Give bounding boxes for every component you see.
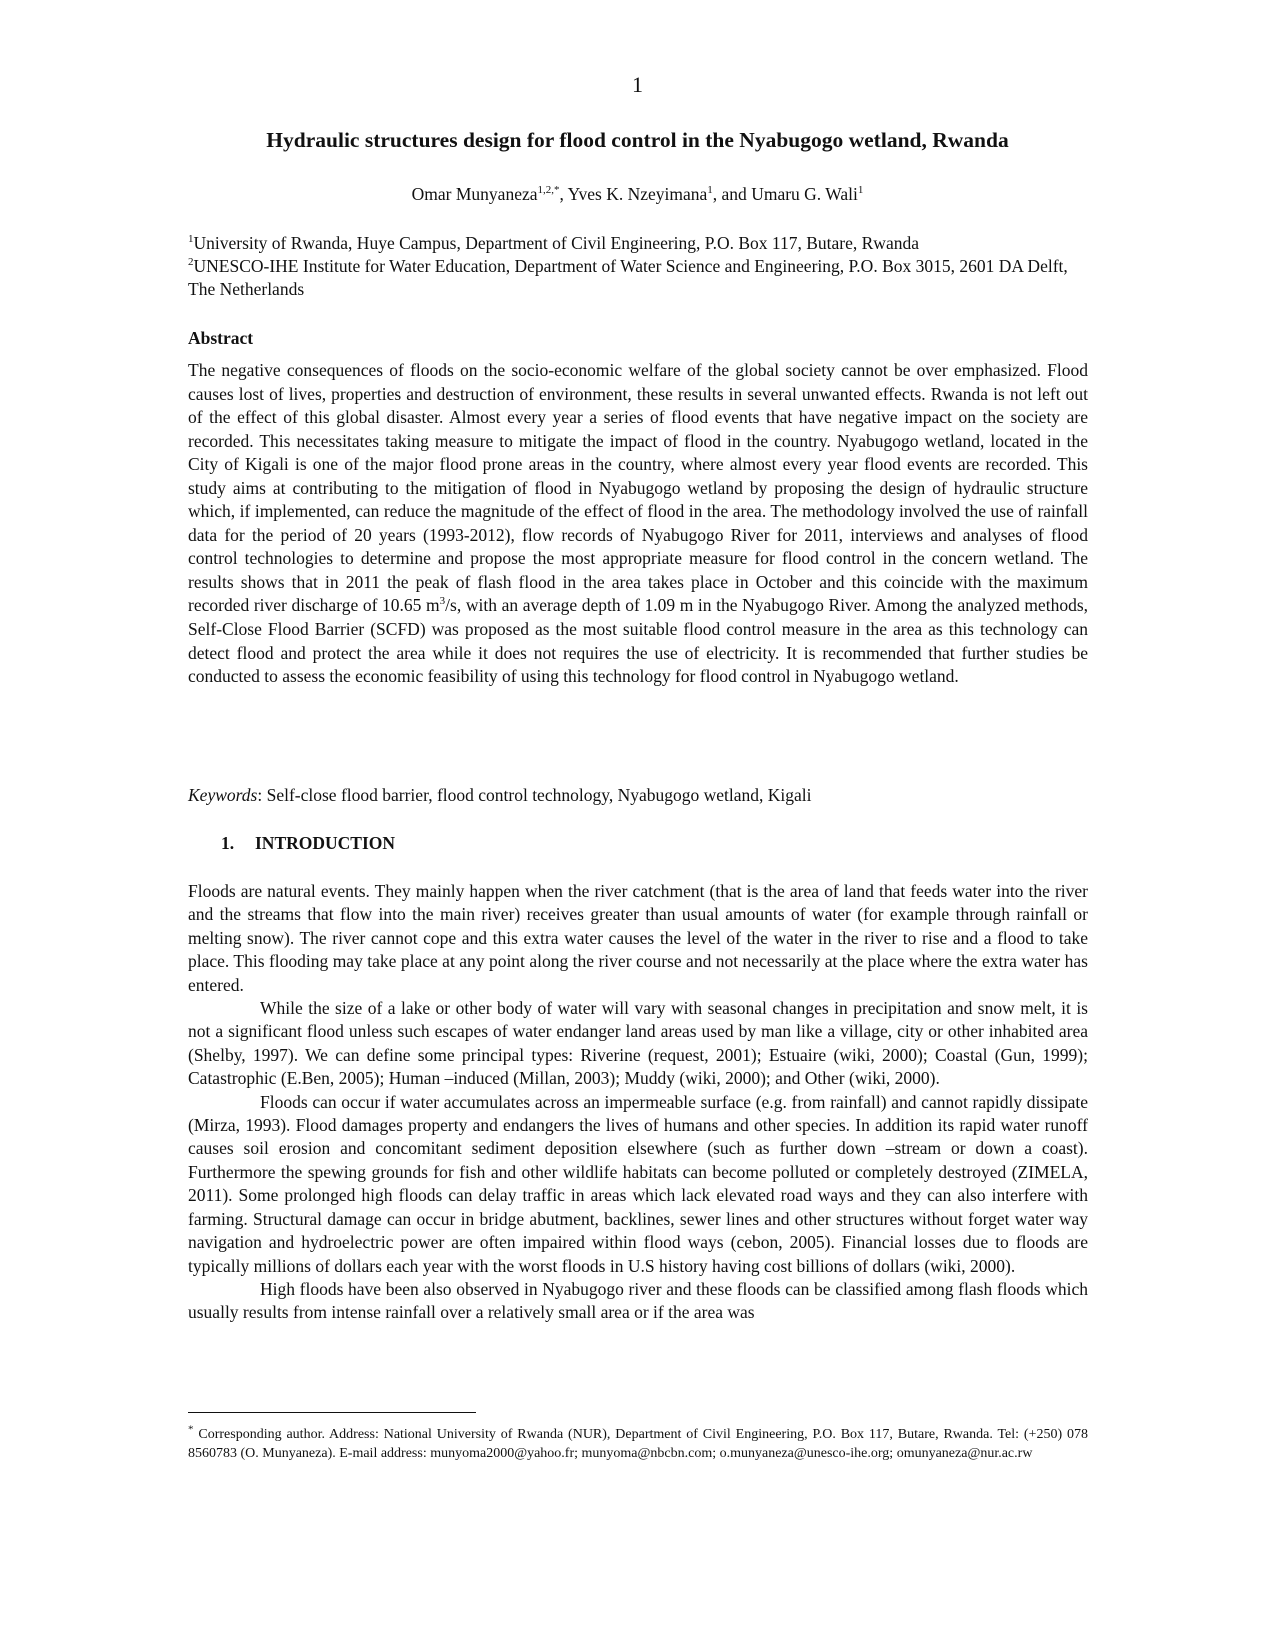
affiliation-number: 1 (188, 233, 194, 246)
footnote-divider (188, 1412, 476, 1413)
author-separator: , and (712, 184, 752, 204)
author-name: Yves K. Nzeyimana (567, 184, 708, 204)
abstract-heading: Abstract (188, 328, 254, 348)
section-heading (221, 833, 395, 854)
affiliation (188, 255, 1088, 301)
affiliation (188, 232, 1088, 255)
author-affiliation-mark: 1 (857, 184, 864, 197)
affiliations (188, 232, 1088, 301)
footnote (188, 1423, 1088, 1463)
body-paragraph: High floods have been also observed in Nyabugogo river and these floods can be classified among flash floods which usually results from intense rainfall over a relatively small area or if the area was (188, 1278, 1088, 1323)
body-paragraph: While the size of a lake or other body of water will vary with seasonal changes in precipitation and snow melt, it is not a significant flood unless such escapes of water endanger land areas used by man like a village, city or other inhabited area (Shelby, 1997). We can define some principal types: Riverine (request, 2001); Estuaire (wiki, 2000); Coastal (Gun, 1999); Catastrophic (E.Ben, 2005); Human –induced (Millan, 2003); Muddy (wiki, 2000); and Other (wiki, 2000). (188, 998, 1088, 1089)
footnote-marker: * (188, 1423, 194, 1436)
keywords-label: Keywords (188, 785, 258, 805)
abstract-text (188, 359, 1088, 689)
page-number: 1 (632, 72, 643, 97)
author-name: Umaru G. Wali (751, 184, 858, 204)
body-paragraph: Floods can occur if water accumulates across an impermeable surface (e.g. from rainfall) and cannot rapidly dissipate (Mirza, 1993). Flood damages property and endangers the lives of humans and other species. In addition its rapid water runoff causes soil erosion and concomitant sediment deposition elsewhere (such as further down –stream or down a coast). Furthermore the spewing grounds for fish and other wildlife habitats can become polluted or completely destroyed (ZIMELA, 2011). Some prolonged high floods can delay traffic in areas which lack elevated road ways and they can also interfere with farming. Structural damage can occur in bridge abutment, backlines, sewer lines and other structures without forget water way navigation and hydroelectric power are often impaired within flood ways (cebon, 2005). Financial losses due to floods are typically millions of dollars each year with the worst floods in U.S history having cost billions of dollars (wiki, 2000). (188, 1091, 1088, 1276)
abstract-text-part: The negative consequences of floods on the socio-economic welfare of the global society cannot be over emphasized. Flood causes lost of lives, properties and destruction of environment, these results in several unwanted effects. Rwanda is not left out of the effect of this global disaster. Almost every year a series of flood events that have negative impact on the society are recorded. This necessitates taking measure to mitigate the impact of flood in the country. Nyabugogo wetland, located in the City of Kigali is one of the major flood prone areas in the country, where almost every year flood events are recorded. This study aims at contributing to the mitigation of flood in Nyabugogo wetland by proposing the design of hydraulic structure which, if implemented, can reduce the magnitude of the effect of flood in the area. The methodology involved the use of rainfall data for the period of 20 years (1993-2012), flow records of Nyabugogo River for 2011, interviews and analyses of flood control technologies to determine and propose the most appropriate measure for flood control in the concern wetland. The results shows that in 2011 the peak of flash flood in the area takes place in October and this coincide with the maximum recorded river discharge of 10.65 m (188, 360, 1088, 616)
abstract-text-part: /s, with an average depth of 1.09 m in the Nyabugogo River. Among the analyzed methods, Self-Close Flood Barrier (SCFD) was proposed as the most suitable flood control measure in the area as this technology can detect flood and protect the area while it does not requires the use of electricity. It is recommended that further studies be conducted to assess the economic feasibility of using this technology for flood control in Nyabugogo wetland. (188, 595, 1088, 687)
author-list (150, 184, 1125, 205)
section-body (188, 880, 1088, 1325)
section-title: INTRODUCTION (255, 833, 396, 853)
body-paragraph: Floods are natural events. They mainly happen when the river catchment (that is the area of land that feeds water into the river and the streams that flow into the main river) receives greater than usual amounts of water (for example through rainfall or melting snow). The river cannot cope and this extra water causes the level of the water in the river to rise and a flood to take place. This flooding may take place at any point along the river course and not necessarily at the place where the extra water has entered. (188, 881, 1088, 995)
affiliation-text: University of Rwanda, Huye Campus, Department of Civil Engineering, P.O. Box 117, Butare, Rwanda (193, 233, 919, 253)
paper-title: Hydraulic structures design for flood control in the Nyabugogo wetland, Rwanda (266, 128, 1009, 152)
affiliation-number: 2 (188, 256, 194, 269)
author-name: Omar Munyaneza (411, 184, 538, 204)
author-affiliation-mark: 1,2,* (537, 184, 560, 197)
unit-superscript: 3 (439, 595, 446, 608)
keywords (188, 785, 1088, 806)
author-affiliation-mark: 1 (707, 184, 713, 197)
footnote-text: Corresponding author. Address: National University of Rwanda (NUR), Department of Civil Engineering, P.O. Box 117, Butare, Rwanda. Tel: (+250) 078 8560783 (O. Munyaneza). E-mail address: munyoma2000@yahoo.fr; munyoma@nbcbn.com; o.munyaneza@unesco-ihe.org; omunyaneza@nur.ac.rw (188, 1427, 1088, 1461)
keywords-text: : Self-close flood barrier, flood control technology, Nyabugogo wetland, Kigali (257, 785, 812, 805)
section-number: 1. (221, 833, 235, 853)
author-separator: , (559, 184, 568, 204)
affiliation-text: UNESCO-IHE Institute for Water Education, Department of Water Science and Engineering, P.O. Box 3015, 2601 DA Delft, The Netherlands (188, 256, 1068, 299)
